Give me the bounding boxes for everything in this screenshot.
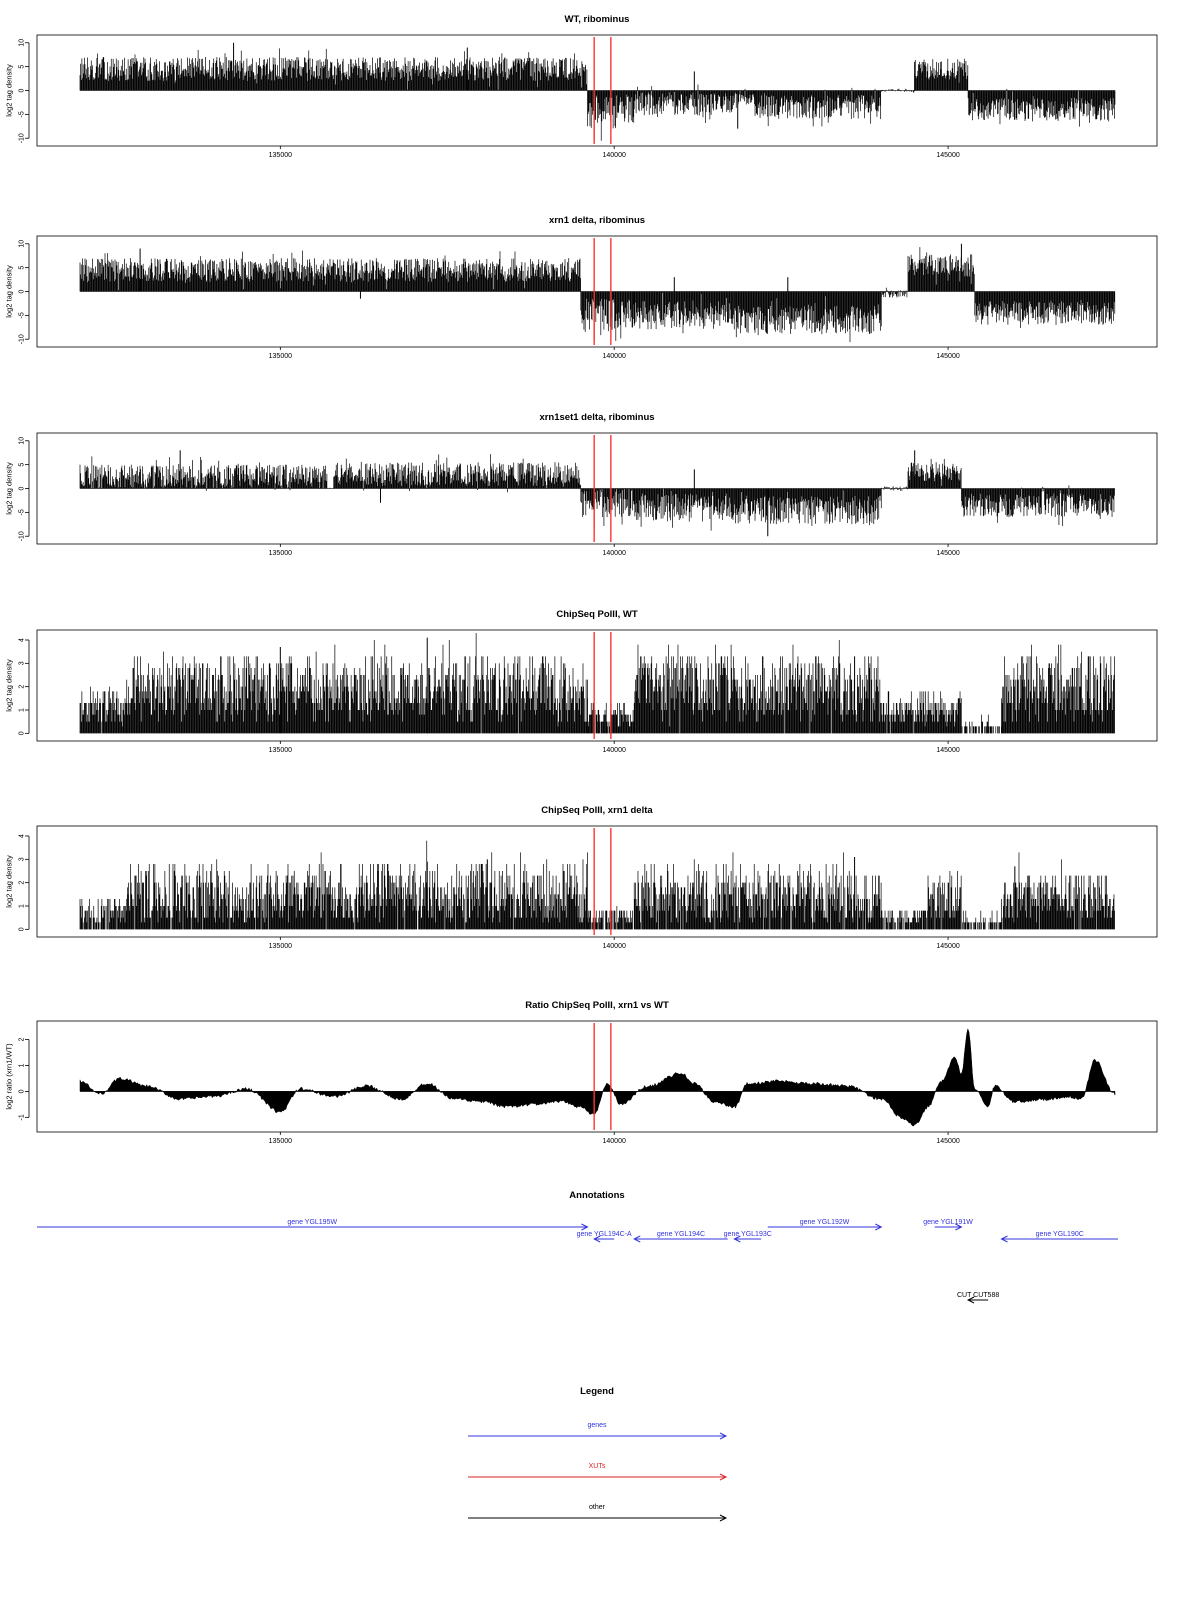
x-tick-label: 145000 bbox=[936, 550, 960, 557]
y-axis-label: log2 tag density bbox=[4, 265, 14, 318]
y-tick-label: 0 bbox=[18, 486, 26, 491]
y-tick-label: 5 bbox=[18, 265, 26, 270]
y-tick-label: 0 bbox=[18, 289, 26, 294]
y-tick-label: -5 bbox=[18, 509, 26, 516]
chart-title: xrn1 delta, ribominus bbox=[548, 215, 646, 226]
x-tick-label: 135000 bbox=[268, 550, 293, 557]
x-tick-label: 140000 bbox=[602, 152, 626, 159]
data-series bbox=[80, 43, 1115, 141]
y-tick-label: -5 bbox=[18, 111, 26, 118]
chart-title: WT, ribominus bbox=[564, 14, 630, 25]
y-tick-label: -10 bbox=[18, 531, 26, 542]
y-tick-label: 5 bbox=[18, 462, 26, 467]
y-tick-label: 10 bbox=[18, 38, 26, 47]
x-tick-label: 145000 bbox=[936, 152, 960, 159]
y-axis-label: log2 tag density bbox=[4, 462, 14, 515]
x-tick-label: 135000 bbox=[268, 152, 293, 159]
y-tick-label: -10 bbox=[18, 133, 26, 144]
data-series bbox=[80, 450, 1115, 536]
x-tick-label: 140000 bbox=[602, 550, 626, 557]
y-tick-label: 10 bbox=[18, 239, 26, 248]
x-tick-label: 145000 bbox=[936, 353, 960, 360]
y-tick-label: 0 bbox=[18, 88, 26, 93]
chart-panel-2 bbox=[4, 215, 1157, 360]
y-tick-label: -10 bbox=[18, 334, 26, 345]
data-series bbox=[80, 244, 1115, 342]
y-tick-label: 10 bbox=[18, 436, 26, 445]
chart-title: xrn1set1 delta, ribominus bbox=[539, 412, 655, 423]
x-tick-label: 135000 bbox=[268, 353, 293, 360]
y-axis-label: log2 tag density bbox=[4, 64, 14, 117]
chart-panel-3 bbox=[4, 412, 1157, 557]
x-tick-label: 140000 bbox=[602, 353, 626, 360]
y-tick-label: 5 bbox=[18, 64, 26, 69]
chart-panel-1 bbox=[4, 14, 1157, 159]
y-tick-label: -5 bbox=[18, 312, 26, 319]
